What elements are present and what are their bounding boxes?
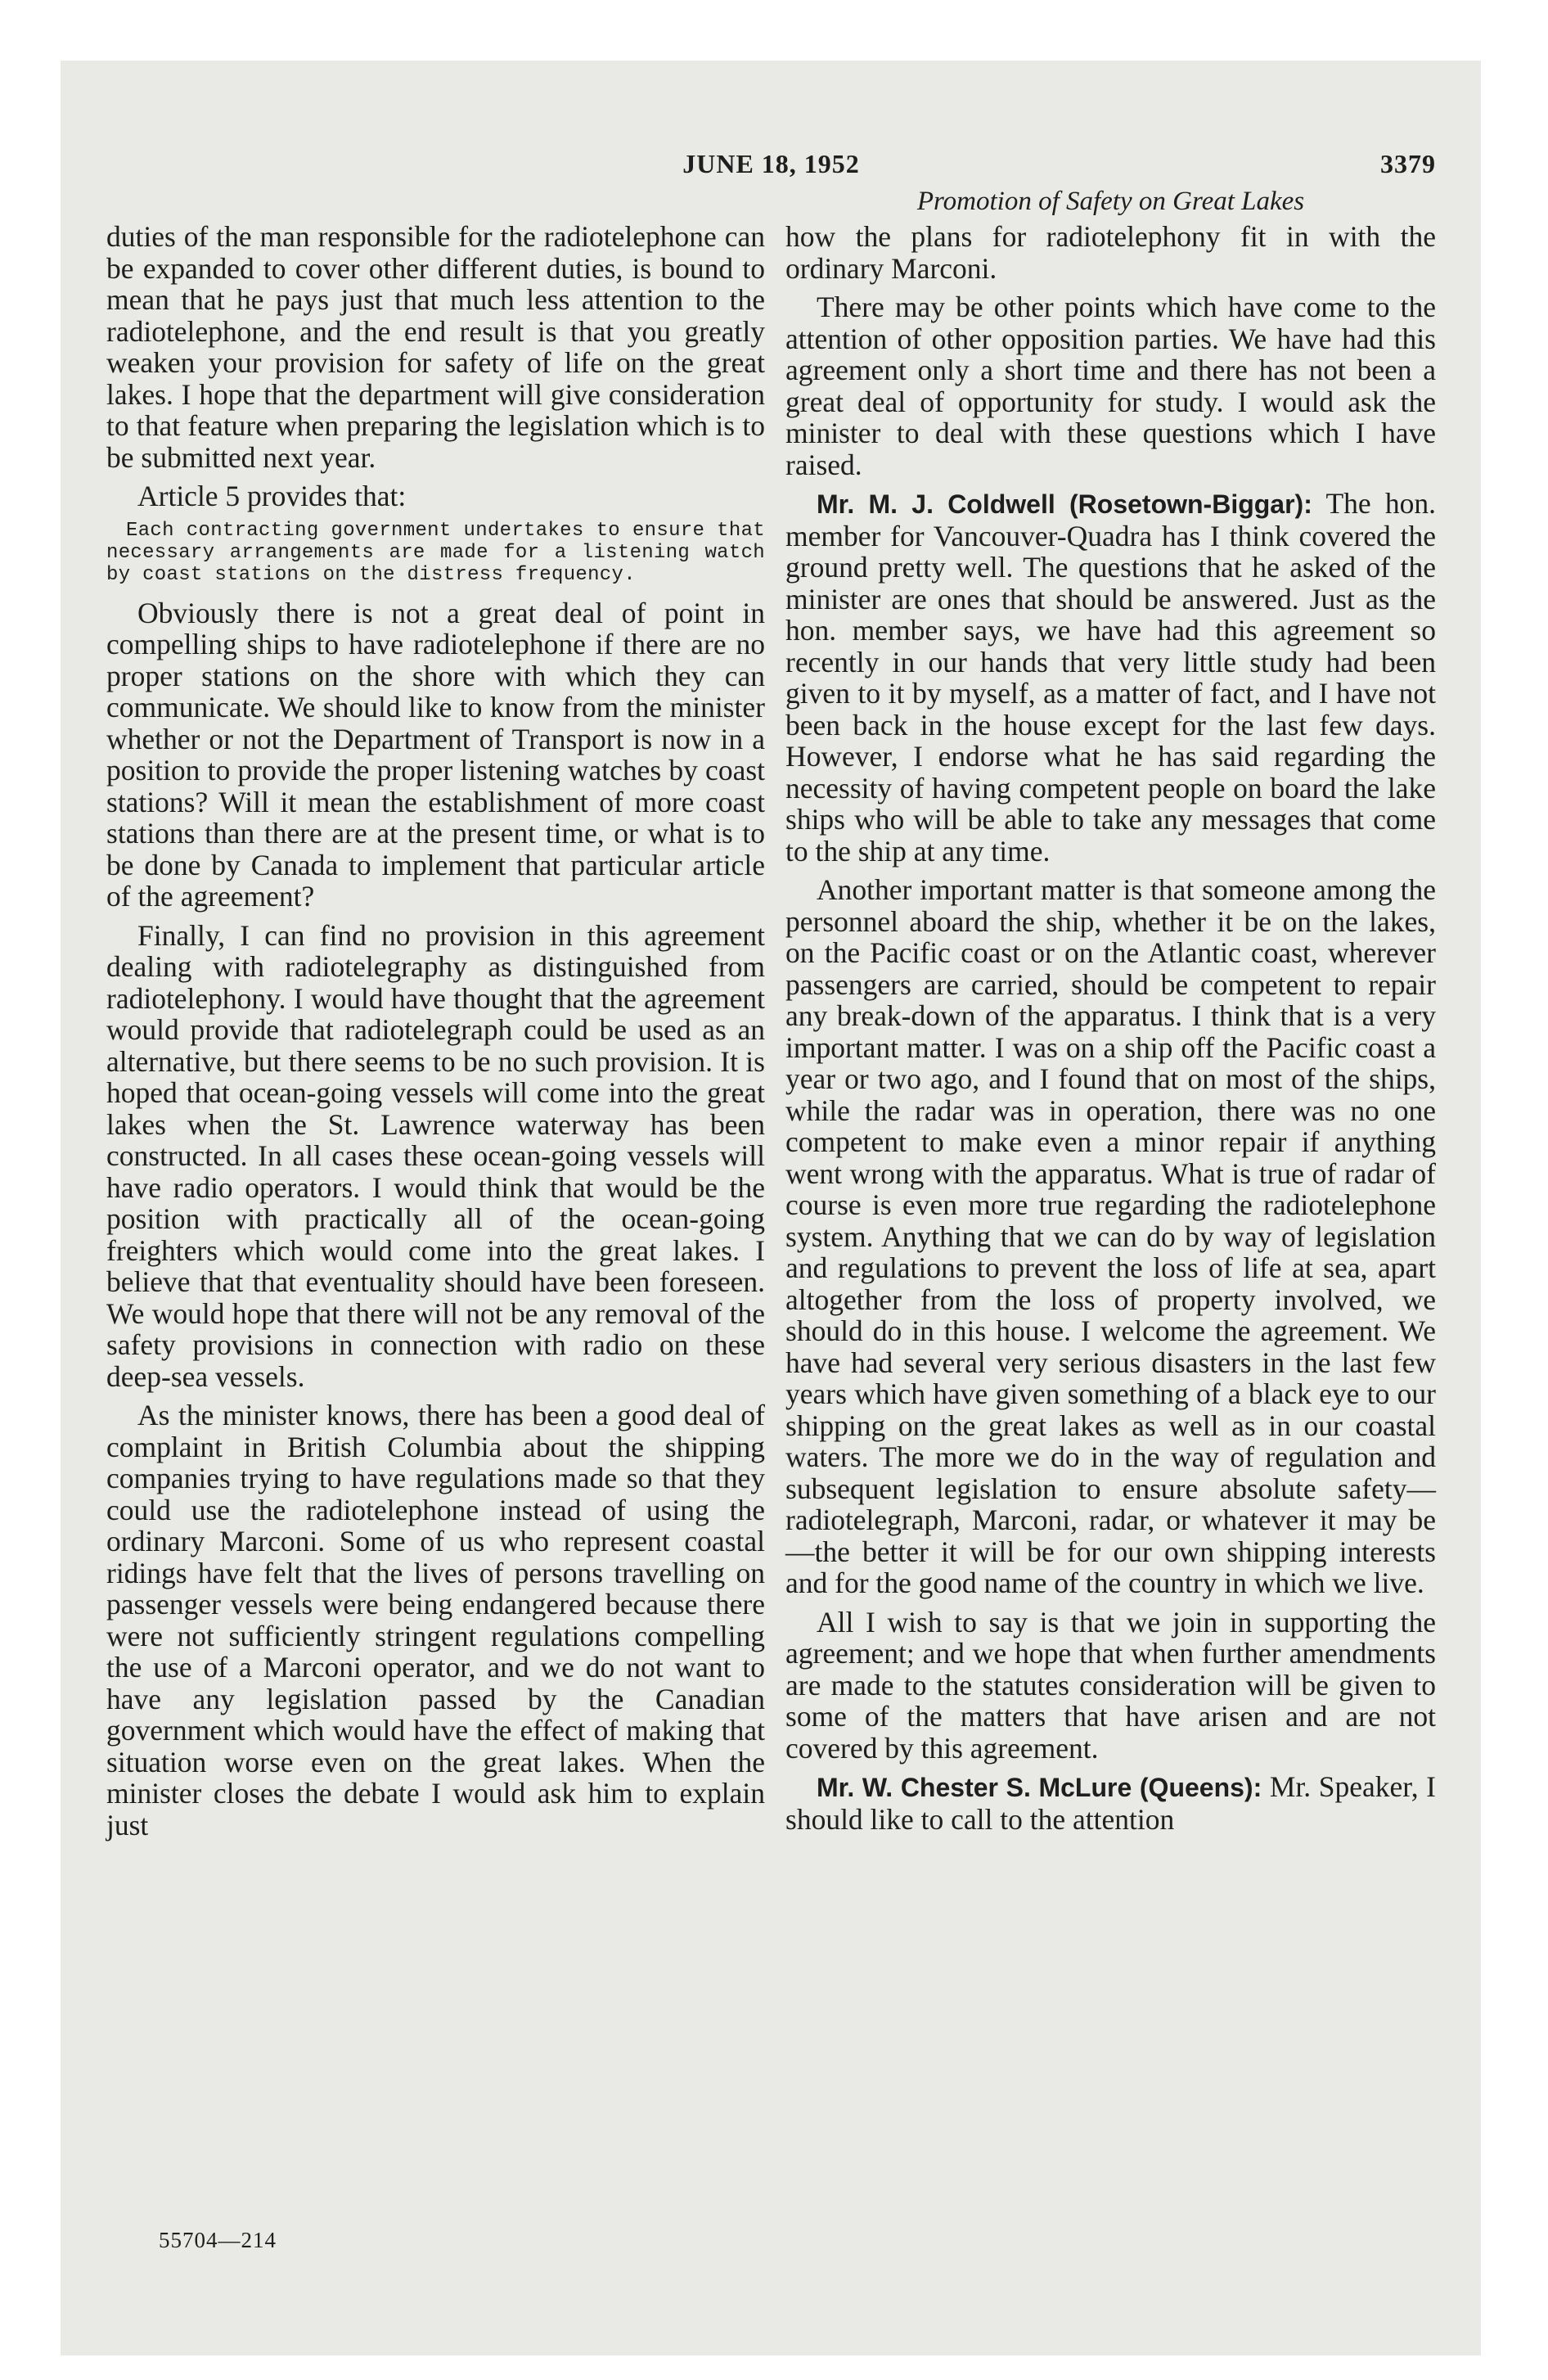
speech-text: The hon. member for Vancouver-Quadra has I think covered the ground pretty well. The questions that he asked of the minister are ones that should be answered. Just as the hon. member says, we have had this agreement so recently in our hands that very little study had been given to it by myself, as a matter of fact, and I have not been back in the house except for the last few days. However, I endorse what he has said regarding the necessity of having competent people on board the lake ships who will be able to take any messages that come to the ship at any time.	[785, 487, 1436, 868]
paragraph: how the plans for radiotelephony fit in with the ordinary Marconi.	[785, 220, 1436, 285]
subject-heading: Promotion of Safety on Great Lakes	[916, 187, 1305, 216]
paragraph: Finally, I can find no provision in this agreement dealing with radiotelegraphy as distinguished from radiotelephony. I would have thought that the agreement would provide that radiotelegraph could be used as an alternative, but there seems to be no such provision. It is hoped that ocean-going vessels will come into the great lakes when the St. Lawrence waterway has been constructed. In all cases these ocean-going vessels will have radio operators. I would think that would be the position with practically all of the ocean-going freighters which would come into the great lakes. I believe that that eventuality should have been foreseen. We would hope that there will not be any removal of the safety provisions in connection with radio on these deep-sea vessels.	[106, 918, 765, 1393]
speech-text: Mr. Speaker, I should like to call to the attention	[785, 1770, 1437, 1836]
paragraph: Another important matter is that someone among the personnel aboard the ship, whether it be on the lakes, on the Pacific coast or on the Atlantic coast, wherever passengers are carried, should be competent to repair any break-down of the apparatus. I think that is a very important matter. I was on a ship off the Pacific coast a year or two ago, and I found that on most of the ships, while the radar was in operation, there was no one competent to make even a minor repair if anything went wrong with the apparatus. What is true of radar of course is even more true regarding the radiotelephone system. Anything that we can do by way of legislation and regulations to prevent the loss of life at sea, apart altogether from the loss of property involved, we should do in this house. I welcome the agreement. We have had several very serious disasters in the last few years which have given something of a black eye to our shipping on the great lakes as well as in our coastal waters. The more we do in the way of regulation and subsequent legislation to ensure absolute safety—radiotelegraph, Marconi, radar, or whatever it may be —the better it will be for our own shipping interests and for the good name of the country in which we live.	[785, 873, 1436, 1599]
paragraph: All I wish to say is that we join in supporting the agreement; and we hope that when further amendments are made to the statutes consideration will be given to some of the matters that have arisen and are not covered by this agreement.	[785, 1605, 1436, 1765]
paragraph: duties of the man responsible for the radiotelephone can be expanded to cover other different duties, is bound to mean that he pays just that much less attention to the radiotelephone, and the end result is that you greatly weaken your provision for safety of life on the great lakes. I hope that the department will give consideration to that feature when preparing the legislation which is to be submitted next year.	[106, 220, 765, 474]
speech-paragraph	[785, 488, 1436, 867]
paragraph: As the minister knows, there has been a good deal of complaint in British Columbia about the shipping companies trying to have regulations made so that they could use the radiotelephone instead of using the ordinary Marconi. Some of us who represent coastal ridings have felt that the lives of persons travelling on passenger vessels were being endangered because there were not sufficiently stringent regulations compelling the use of a Marconi operator, and we do not want to have any legislation passed by the Canadian government which would have the effect of making that situation worse even on the great lakes. When the minister closes the debate I would ask him to explain just	[106, 1399, 765, 1841]
quoted-article: Each contracting government undertakes to ensure that necessary arrangements are made for a listening watch by coast stations on the distress frequency.	[106, 519, 765, 586]
paragraph: Obviously there is not a great deal of point in compelling ships to have radiotelephone if there are no proper stations on the shore with which they can communicate. We should like to know from the minister whether or not the Department of Transport is now in a position to provide the proper listening watches by coast stations? Will it mean the establishment of more coast stations than there are at the present time, or what is to be done by Canada to implement that particular article of the agreement?	[106, 596, 765, 913]
running-header	[106, 149, 1436, 185]
paragraph: There may be other points which have come to the attention of other opposition parties. We have had this agreement only a short time and there has not been a great deal of opportunity for study. I would ask the minister to deal with these questions which I have raised.	[785, 291, 1436, 481]
left-column	[106, 221, 765, 1848]
speaker-name: Mr. M. J. Coldwell (Rosetown-Biggar):	[817, 489, 1312, 519]
right-column	[785, 221, 1436, 1842]
speech-paragraph	[785, 1771, 1436, 1835]
speaker-name: Mr. W. Chester S. McLure (Queens):	[817, 1773, 1262, 1802]
paragraph: Article 5 provides that:	[137, 480, 407, 512]
header-date: JUNE 18, 1952	[682, 149, 860, 178]
signature-mark: 55704—214	[159, 2228, 277, 2252]
page-number: 3379	[1380, 149, 1436, 178]
